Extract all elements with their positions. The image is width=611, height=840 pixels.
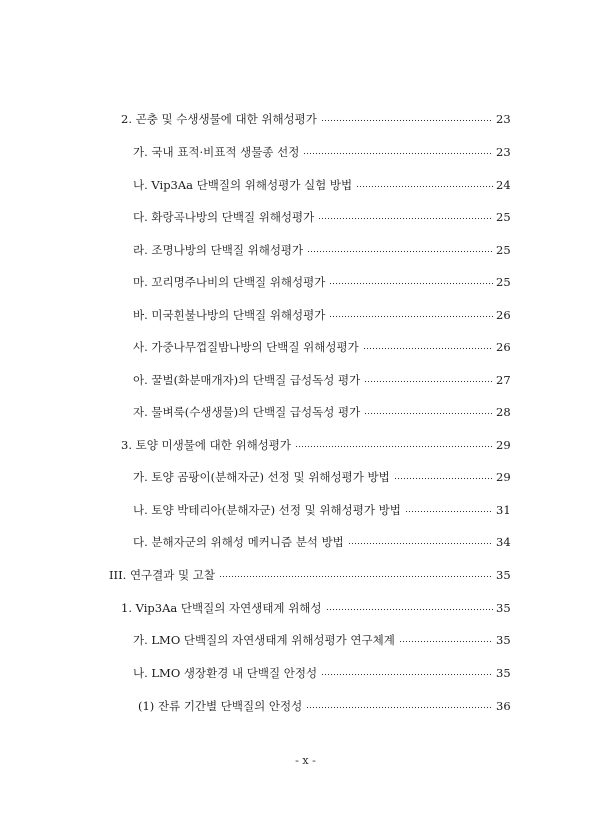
toc-entry-title: 2. 곤충 및 수생생물에 대한 위해성평가	[121, 112, 317, 126]
toc-entry-title: 마. 꼬리명주나비의 단백질 위해성평가	[133, 275, 326, 289]
toc-entry-2-da	[133, 208, 510, 226]
toc-leader-dots	[329, 315, 493, 319]
toc-entry-3-ga	[133, 468, 510, 486]
toc-entry-title: 나. Vip3Aa 단백질의 위해성평가 실험 방법	[133, 178, 353, 192]
toc-entry-title: 자. 물벼룩(수생생물)의 단백질 급성독성 평가	[133, 405, 361, 419]
toc-entry-2-ma	[133, 273, 510, 291]
toc-entry-title: 다. 화랑곡나방의 단백질 위해성평가	[133, 210, 315, 224]
toc-entry-title: 3. 토양 미생물에 대한 위해성평가	[121, 438, 292, 452]
toc-leader-dots	[364, 412, 493, 416]
toc-entry-page: 31	[496, 503, 511, 517]
toc-entry-III-1-na	[133, 664, 510, 682]
toc-entry-page: 23	[496, 112, 511, 126]
toc-leader-dots	[329, 282, 493, 286]
toc-entry-III-1	[121, 599, 510, 617]
toc-entry-page: 26	[496, 308, 511, 322]
toc-leader-dots	[394, 477, 493, 481]
toc-leader-dots	[306, 706, 493, 710]
toc-entry-title: III. 연구결과 및 고찰	[109, 568, 216, 582]
toc-leader-dots	[318, 217, 493, 221]
toc-entry-3-na	[133, 501, 510, 519]
toc-entry-2-a	[133, 371, 510, 389]
toc-entry-III-1-ga	[133, 631, 510, 649]
toc-leader-dots	[303, 152, 493, 156]
toc-entry-page: 25	[496, 275, 511, 289]
toc-entry-2-na	[133, 176, 510, 194]
toc-leader-dots	[399, 640, 493, 644]
toc-entry-title: 가. LMO 단백질의 자연생태계 위해성평가 연구체계	[133, 633, 395, 647]
toc-entry-title: 사. 가중나무껍질밤나방의 단백질 위해성평가	[133, 340, 359, 354]
toc-entry-III	[109, 566, 510, 584]
toc-entry-title: 1. Vip3Aa 단백질의 자연생태계 위해성	[121, 601, 322, 615]
page-number: - x -	[295, 754, 316, 767]
toc-entry-page: 27	[496, 373, 511, 387]
toc-leader-dots	[356, 185, 493, 189]
toc-leader-dots	[405, 510, 493, 514]
toc-entry-title: 라. 조명나방의 단백질 위해성평가	[133, 243, 304, 257]
toc-entry-page: 29	[496, 470, 511, 484]
toc-entry-title: 가. 토양 곰팡이(분해자군) 선정 및 위해성평가 방법	[133, 470, 390, 484]
toc-entry-2-ga	[133, 143, 510, 161]
toc-entry-III-1-na-1	[138, 697, 510, 715]
toc-entry-page: 29	[496, 438, 511, 452]
toc-leader-dots	[363, 347, 493, 351]
toc-entry-page: 25	[496, 243, 511, 257]
toc-entry-page: 35	[496, 666, 511, 680]
toc-entry-2	[121, 110, 510, 128]
toc-entry-title: (1) 잔류 기간별 단백질의 안정성	[138, 699, 303, 713]
toc-entry-page: 35	[496, 568, 511, 582]
toc-entry-3	[121, 436, 510, 454]
toc-entry-2-sa	[133, 338, 510, 356]
toc-entry-page: 36	[496, 699, 511, 713]
toc-leader-dots	[321, 673, 493, 677]
toc-entry-2-ra	[133, 241, 510, 259]
toc-entry-2-ba	[133, 306, 510, 324]
toc-leader-dots	[348, 542, 493, 546]
toc-leader-dots	[219, 575, 493, 579]
toc-entry-page: 34	[496, 535, 511, 549]
toc-entry-page: 35	[496, 633, 511, 647]
toc-entry-title: 아. 꿀벌(화분매개자)의 단백질 급성독성 평가	[133, 373, 361, 387]
toc-leader-dots	[364, 380, 493, 384]
toc-leader-dots	[295, 445, 493, 449]
toc-entry-2-ja	[133, 403, 510, 421]
toc-entry-title: 나. LMO 생장환경 내 단백질 안정성	[133, 666, 318, 680]
toc-entry-page: 26	[496, 340, 511, 354]
toc-entry-page: 35	[496, 601, 511, 615]
toc-entry-page: 23	[496, 145, 511, 159]
toc-entry-title: 나. 토양 박테리아(분해자군) 선정 및 위해성평가 방법	[133, 503, 401, 517]
toc-entry-page: 24	[496, 178, 511, 192]
toc-entry-title: 바. 미국흰불나방의 단백질 위해성평가	[133, 308, 326, 322]
toc-entry-title: 가. 국내 표적·비표적 생물종 선정	[133, 145, 300, 159]
toc-entry-page: 25	[496, 210, 511, 224]
toc-entry-3-da	[133, 533, 510, 551]
toc-leader-dots	[321, 119, 493, 123]
toc-leader-dots	[326, 608, 493, 612]
toc-entry-page: 28	[496, 405, 511, 419]
toc-entry-title: 다. 분해자군의 위해성 메커니즘 분석 방법	[133, 535, 344, 549]
toc-leader-dots	[307, 250, 493, 254]
